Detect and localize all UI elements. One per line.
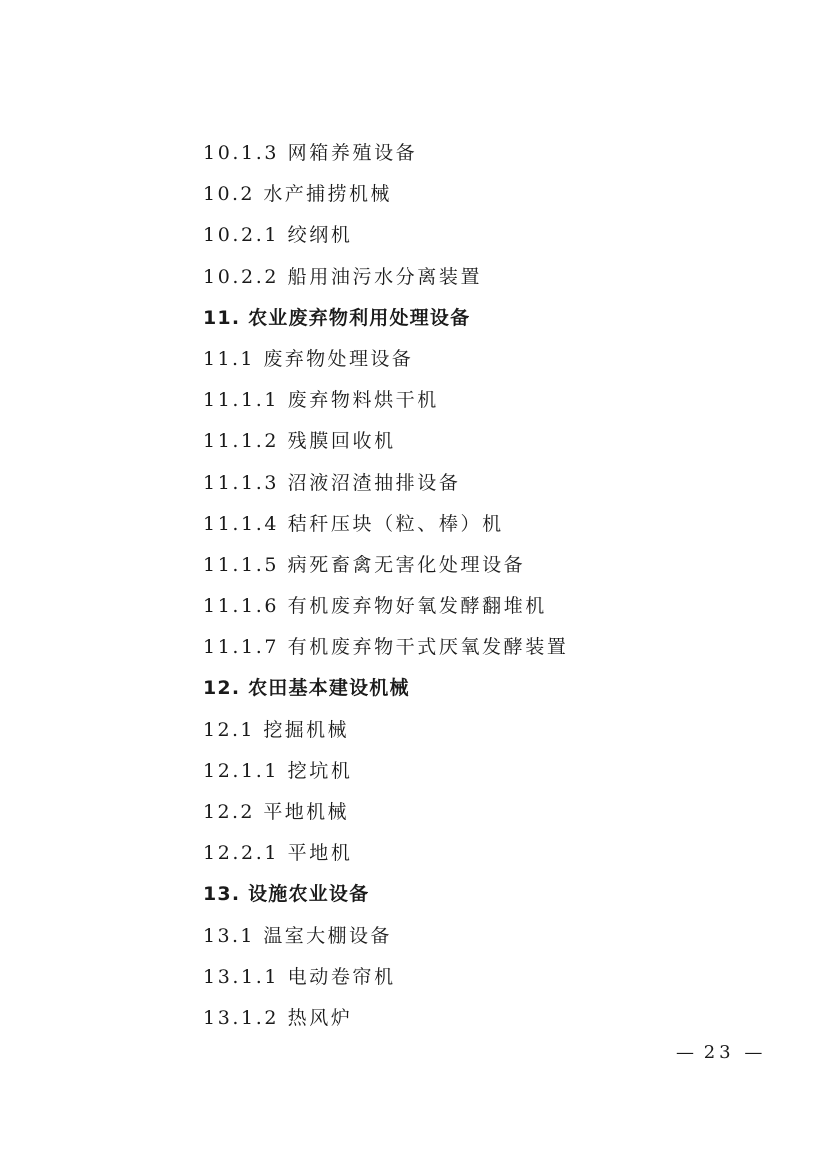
- catalog-section: 11.1 废弃物处理设备: [203, 347, 414, 370]
- catalog-section: 10.2 水产捕捞机械: [203, 183, 392, 206]
- catalog-item: 11.1.6 有机废弃物好氧发酵翻堆机: [203, 595, 547, 618]
- catalog-section: 12.1 挖掘机械: [203, 718, 349, 741]
- catalog-item: 13.1.1 电动卷帘机: [203, 965, 396, 988]
- catalog-heading: 12. 农田基本建设机械: [203, 677, 410, 700]
- page-number-dash-left: —: [676, 1042, 694, 1063]
- catalog-heading: 13. 设施农业设备: [203, 883, 370, 906]
- catalog-item: 11.1.4 秸秆压块（粒、棒）机: [203, 512, 504, 535]
- catalog-item: 10.2.2 船用油污水分离装置: [203, 265, 483, 288]
- catalog-item: 10.2.1 绞纲机: [203, 224, 353, 247]
- page-number-footer: [676, 1041, 762, 1065]
- catalog-item: 11.1.2 残膜回收机: [203, 430, 396, 453]
- page-number-dash-right: —: [744, 1042, 763, 1063]
- catalog-item: 10.1.3 网箱养殖设备: [203, 142, 418, 164]
- catalog-heading: 11. 农业废弃物利用处理设备: [203, 306, 471, 329]
- catalog-item: 11.1.5 病死畜禽无害化处理设备: [203, 553, 526, 576]
- catalog-section: 12.2 平地机械: [203, 801, 349, 823]
- catalog-item: 11.1.1 废弃物料烘干机: [203, 389, 439, 412]
- catalog-item: 11.1.7 有机废弃物干式厌氧发酵装置: [203, 636, 569, 659]
- catalog-item: 11.1.3 沼液沼渣抽排设备: [203, 471, 461, 494]
- catalog-item: 12.1.1 挖坑机: [203, 759, 353, 782]
- page-number: 23: [703, 1042, 735, 1063]
- catalog-item: 12.2.1 平地机: [203, 842, 353, 865]
- catalog-section: 13.1 温室大棚设备: [203, 924, 392, 947]
- catalog-list: [203, 138, 763, 1044]
- catalog-item: 13.1.2 热风炉: [203, 1006, 353, 1029]
